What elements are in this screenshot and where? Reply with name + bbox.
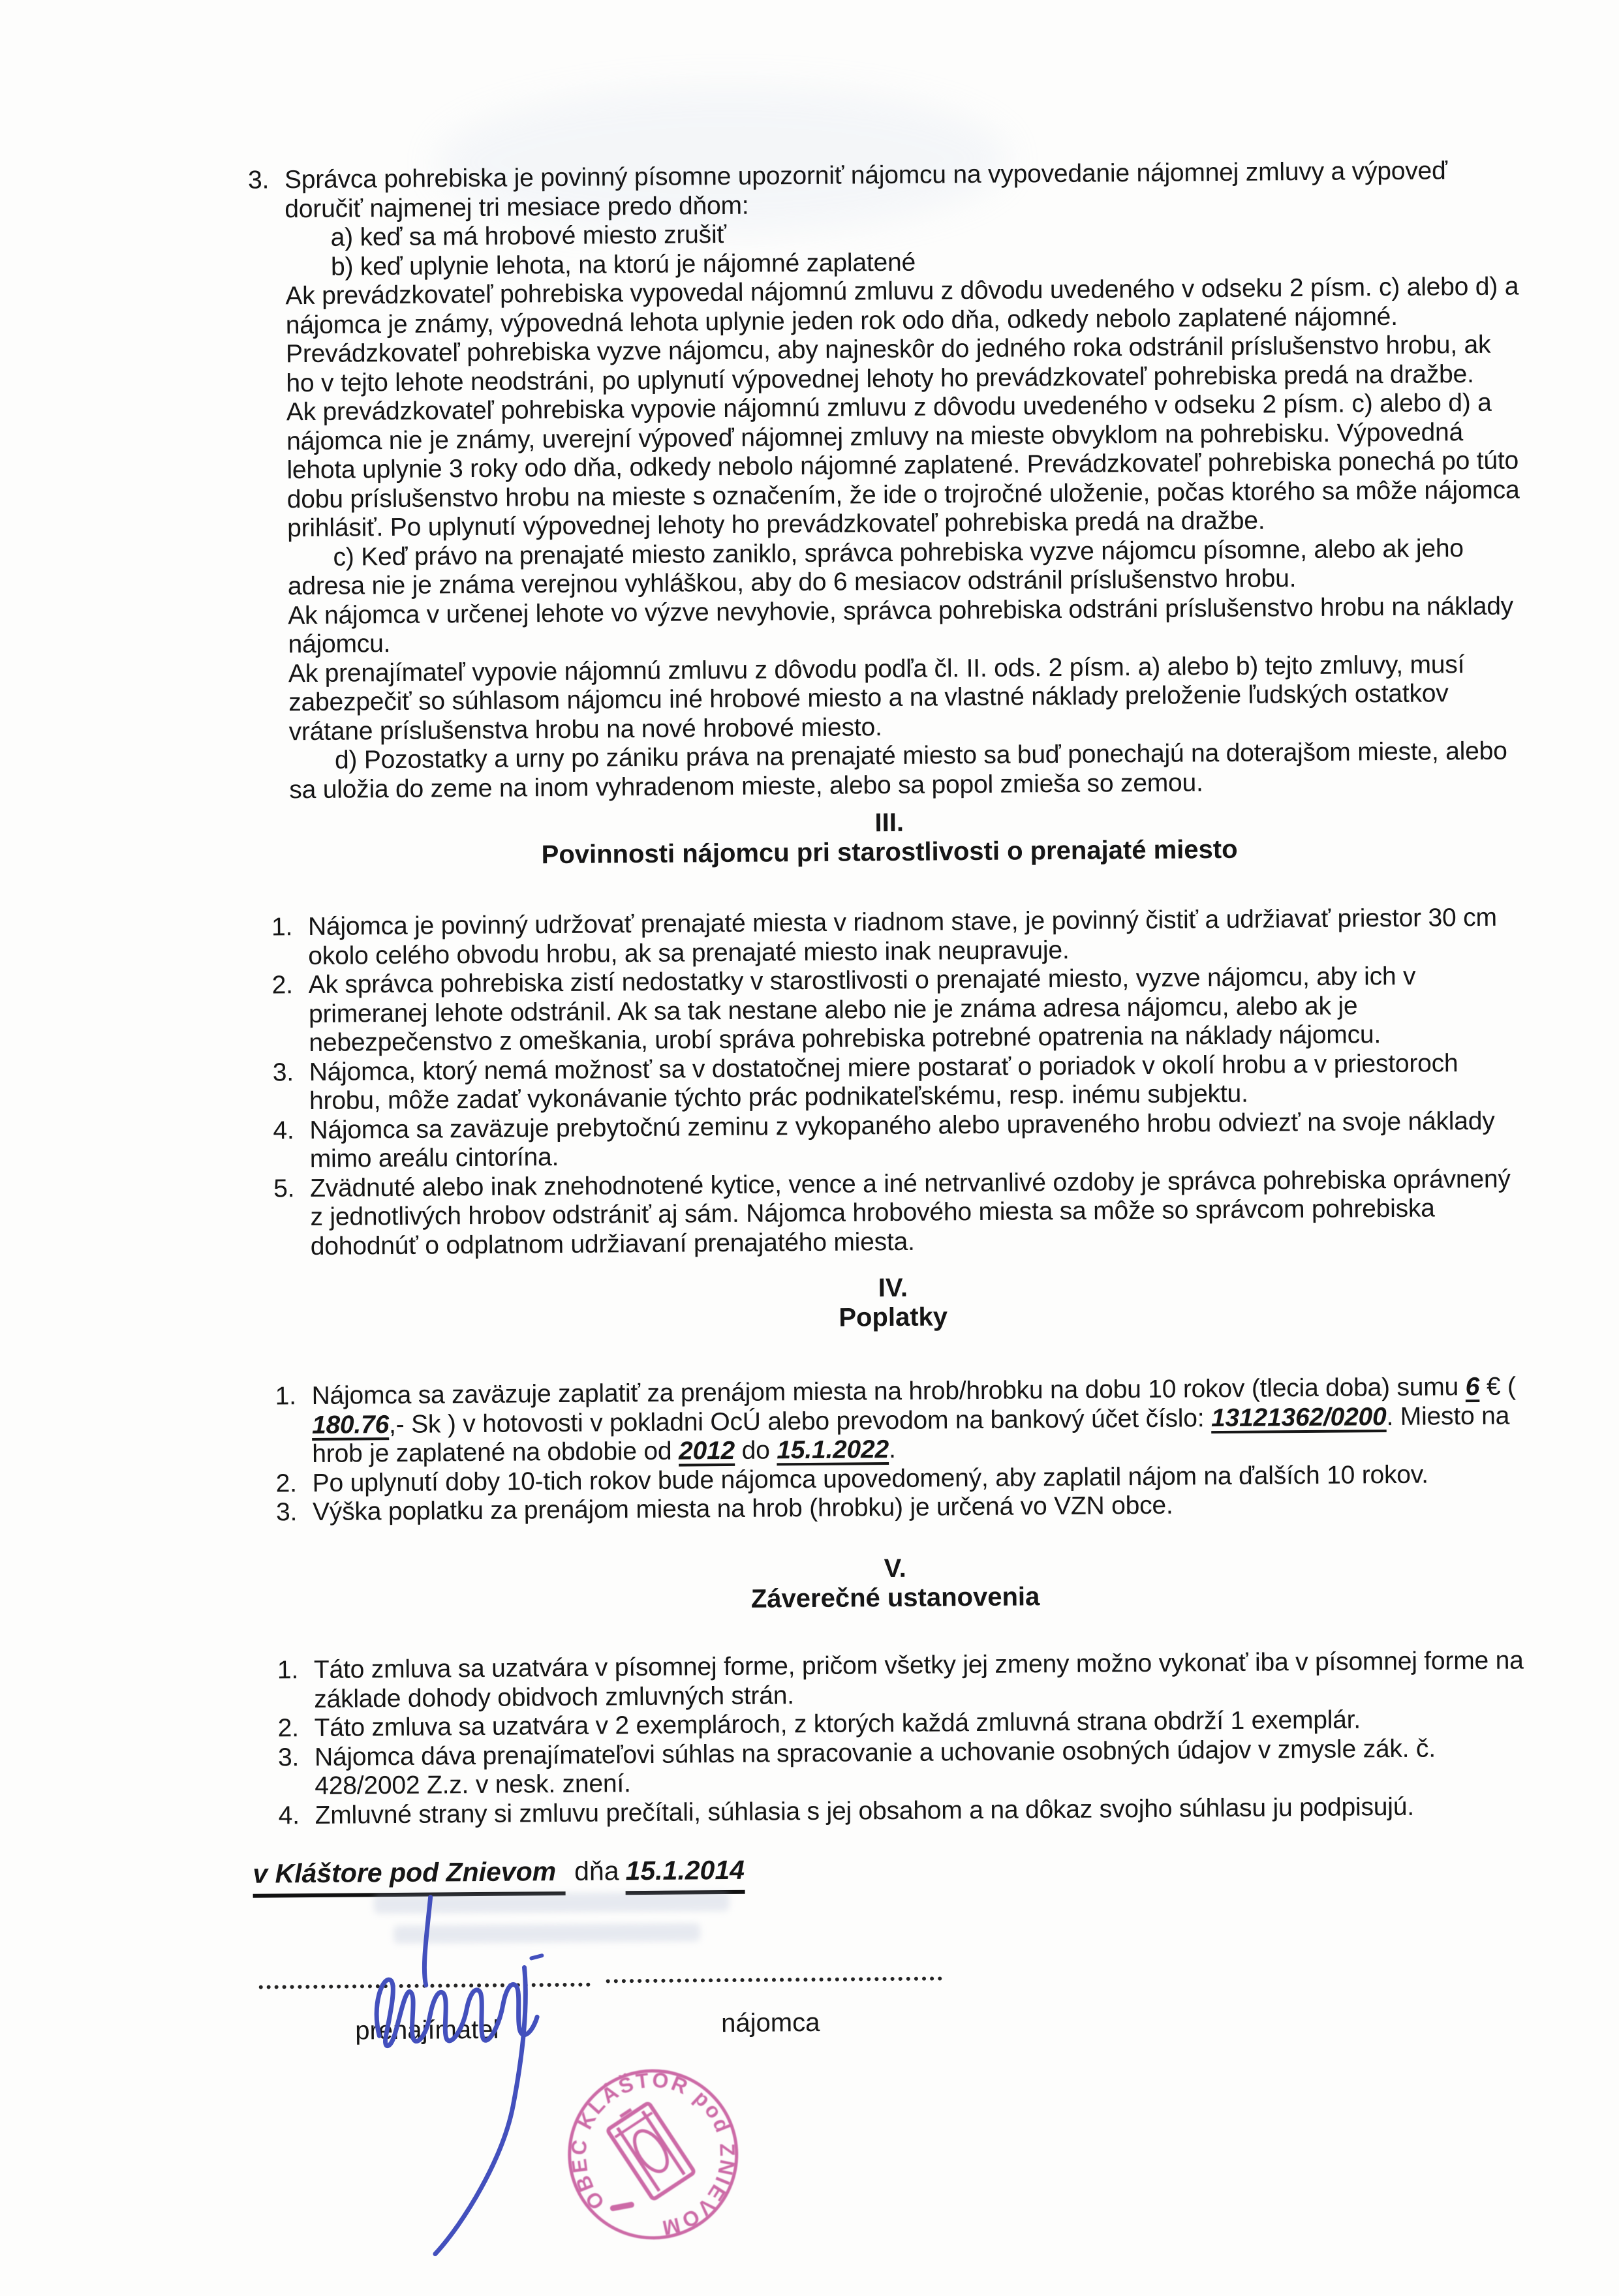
fee-mid: ,- Sk ) v hotovosti v pokladni OcÚ alebo prevodom na bankový účet číslo: xyxy=(388,1403,1212,1439)
clause-paragraph: Ak prevádzkovateľ pohrebiska vypovedal nájomnú zmluvu z dôvodu uvedeného v odseku 2 písm. c) alebo d) a nájomca je známy, výpovedná lehota uplynie jeden rok odo dňa, odkedy nebolo zaplatené nájomné. Prevádzkovateľ pohrebiska vyzve nájomcu, aby najneskôr do jedného roka odstránil príslušenstvo hrobu, ak ho v tejto lehote neodstráni, po uplynutí výpovednej lehoty ho prevádzkovateľ pohrebiska predá na dražbe. xyxy=(285,272,1519,397)
fee-end: . xyxy=(888,1435,896,1464)
fee-text xyxy=(311,1372,1530,1469)
list-item xyxy=(273,1107,1528,1174)
item-number: 2. xyxy=(271,971,293,1000)
item-text: Nájomca je povinný udržovať prenajaté miesta v riadnom stave, je povinný čistiť a udržiavať priestor 30 cm okolo celého obvodu hrobu, ak sa prenajaté miesto inak neupravuje. xyxy=(307,903,1497,970)
label-lessor: prenajímateľ xyxy=(355,2015,501,2045)
list-item-fee xyxy=(275,1372,1530,1469)
item-text: Nájomca dáva prenajímateľovi súhlas na spracovanie a uchovanie osobných údajov v zmysle zák. č. 428/2002 Z.z. v nesk. znení. xyxy=(314,1734,1436,1800)
section-5-numeral: V. xyxy=(884,1554,906,1584)
item-number: 1. xyxy=(275,1382,296,1411)
clause-sub-a: a) keď sa má hrobové miesto zrušiť xyxy=(330,220,727,252)
item-number: 4. xyxy=(273,1116,294,1144)
list-item xyxy=(271,903,1526,971)
item-text: Táto zmluva sa uzatvára v písomnej forme, pričom všetky jej zmeny možno vykonať iba v písomnej forme na základe dohody obidvoch zmluvných strán. xyxy=(313,1646,1524,1713)
item-number: 3. xyxy=(272,1058,294,1086)
list-item xyxy=(272,961,1527,1058)
item-number: 2. xyxy=(277,1714,299,1743)
item-text: Výška poplatku za prenájom miesta na hrob (hrobku) je určená vo VZN obce. xyxy=(312,1491,1173,1526)
list-item xyxy=(277,1646,1532,1714)
clause-sub-d: d) Pozostatky a urny po zániku práva na prenajaté miesto sa buď ponechajú na doterajšom mieste, alebo sa uložia do zeme na inom vyhradenom mieste, alebo sa popol zmieša so zemou. xyxy=(289,737,1507,804)
item-number: 3. xyxy=(275,1498,298,1527)
clause-sub-c: c) Keď právo na prenajaté miesto zaniklo, správca pohrebiska vyzve nájomcu písomne, alebo ak jeho adresa nie je známa verejnou vyhláškou, aby do 6 mesiacov odstránil príslušenstvo hrobu. xyxy=(287,534,1464,601)
list-item xyxy=(273,1165,1528,1262)
dateline-place: v Kláštore pod Znievom xyxy=(253,1856,565,1898)
item-number: 4. xyxy=(278,1801,300,1829)
fee-date-to: 15.1.2022 xyxy=(777,1435,889,1465)
section-4-list xyxy=(275,1372,1530,1527)
fee-mid: . Miesto na hrob je zaplatené na obdobie od xyxy=(312,1401,1510,1468)
fee-mid: € ( xyxy=(1479,1372,1516,1401)
clause-sub-b: b) keď uplynie lehota, na ktorú je nájomné zaplatené xyxy=(330,248,916,281)
clause-paragraph: Ak nájomca v určenej lehote vo výzve nevyhovie, správca pohrebiska odstráni príslušenstvo hrobu na náklady nájomcu. xyxy=(288,591,1514,659)
section-3-numeral: III. xyxy=(874,808,904,838)
list-item xyxy=(278,1734,1533,1801)
stamp-ring-text: OBEC KLÁŠTOR pod ZNIEVOM xyxy=(566,2068,740,2241)
clause-number: 3. xyxy=(247,166,270,194)
clause-item-3 xyxy=(248,156,1526,804)
section-3-list xyxy=(271,903,1528,1261)
fee-sum-eur: 6 xyxy=(1465,1372,1480,1401)
section-5-list xyxy=(277,1646,1533,1830)
item-text: Nájomca, ktorý nemá možnosť sa v dostatočnej miere postarať o poriadok v okolí hrobu a v priestoroch hrobu, môže zadať vykonávanie týchto prác podnikateľskému, resp. inému subjektu. xyxy=(309,1049,1458,1116)
item-text: Nájomca sa zaväzuje prebytočnú zeminu z vykopaného alebo upraveného hrobu odviezť na svoje náklady mimo areálu cintorína. xyxy=(309,1107,1495,1174)
item-number: 1. xyxy=(271,913,293,941)
clause-paragraph: Ak prenajímateľ vypovie nájomnú zmluvu z dôvodu podľa čl. II. ods. 2 písm. a) alebo b) tejto zmluvy, musí zabezpečiť so súhlasom nájomcu iné hrobové miesto a na vlastné náklady preloženie ľudských ostatkov vrátane príslušenstva hrobu na nové hrobové miesto. xyxy=(288,650,1465,746)
signature-dotted-line-tenant xyxy=(606,1976,942,1983)
official-stamp xyxy=(555,2056,752,2253)
item-text: Táto zmluva sa uzatvára v 2 exemplároch, z ktorých každá zmluvná strana obdrží 1 exemplár. xyxy=(314,1706,1361,1742)
item-number: 5. xyxy=(273,1174,295,1202)
clause-paragraph: Ak prevádzkovateľ pohrebiska vypovie nájomnú zmluvu z dôvodu uvedeného v odseku 2 písm. c) alebo d) a nájomca nie je známy, uverejní výpoveď nájomnej zmluvy na mieste obvyklom na pohrebisku. Výpovedná lehota uplynie 3 roky odo dňa, odkedy nebolo nájomné zaplatené. Prevádzkovateľ pohrebiska ponechá po túto dobu príslušenstvo hrobu na mieste s označením, že ide o trojročné uloženie, počas ktorého sa môže nájomca prihlásiť. Po uplynutí výpovednej lehoty ho prevádzkovateľ pohrebiska predá na dražbe. xyxy=(286,388,1520,543)
item-text: Zmluvné strany si zmluvu prečítali, súhlasia s jej obsahom a na dôkaz svojho súhlasu ju podpisujú. xyxy=(315,1792,1415,1829)
clause-body xyxy=(285,156,1526,804)
fee-sum-sk: 180.76 xyxy=(311,1410,390,1439)
item-text: Zvädnuté alebo inak znehodnotené kytice, vence a iné netrvanlivé ozdoby je správca pohrebiska oprávnený z jednotlivých hrobov odstrániť aj sám. Nájomca hrobového miesta sa môže so správcom pohrebiska dohodnúť o odplatnom udržiavaní prenajatého miesta. xyxy=(309,1165,1511,1261)
item-number: 2. xyxy=(275,1469,297,1497)
item-number: 1. xyxy=(277,1656,299,1685)
label-tenant: nájomca xyxy=(721,2008,820,2038)
fee-year-from: 2012 xyxy=(678,1436,735,1465)
fee-pre: Nájomca sa zaväzuje zaplatiť za prenájom miesta na hrob/hrobku na dobu 10 rokov (tlecia doba) sumu xyxy=(311,1373,1466,1410)
item-text: Ak správca pohrebiska zistí nedostatky v starostlivosti o prenajaté miesto, vyzve nájomcu, aby ich v primeranej lehote odstránil. Ak sa tak nestane alebo nie je známa adresa nájomcu, alebo ak je nebezpečenstvo z omeškania, urobí správa pohrebiska potrebné opatrenia na náklady nájomcu. xyxy=(308,962,1416,1058)
fee-bank-account: 13121362/0200 xyxy=(1210,1402,1387,1432)
stamp-emblem xyxy=(605,2100,694,2200)
stamp-dash-mark xyxy=(613,2205,631,2208)
dateline-word-dna: dňa xyxy=(574,1856,619,1886)
section-4-numeral: IV. xyxy=(878,1273,908,1303)
dateline-date: 15.1.2014 xyxy=(625,1855,745,1895)
fee-mid: do xyxy=(734,1436,777,1465)
section-5-title: Záverečné ustanovenia xyxy=(750,1582,1040,1614)
section-3-title: Povinnosti nájomcu pri starostlivosti o prenajaté miesto xyxy=(541,834,1238,870)
item-number: 3. xyxy=(277,1743,300,1771)
item-text: Po uplynutí doby 10-tich rokov bude nájomca upovedomený, aby zaplatil nájom na ďalších 10 rokov. xyxy=(312,1460,1429,1497)
list-item xyxy=(273,1049,1528,1116)
clause-intro: Správca pohrebiska je povinný písomne upozorniť nájomcu na vypovedanie nájomnej zmluvy a výpoveď doručiť najmenej tri mesiace predo dňom: xyxy=(284,157,1448,223)
section-4-title: Poplatky xyxy=(839,1302,948,1332)
